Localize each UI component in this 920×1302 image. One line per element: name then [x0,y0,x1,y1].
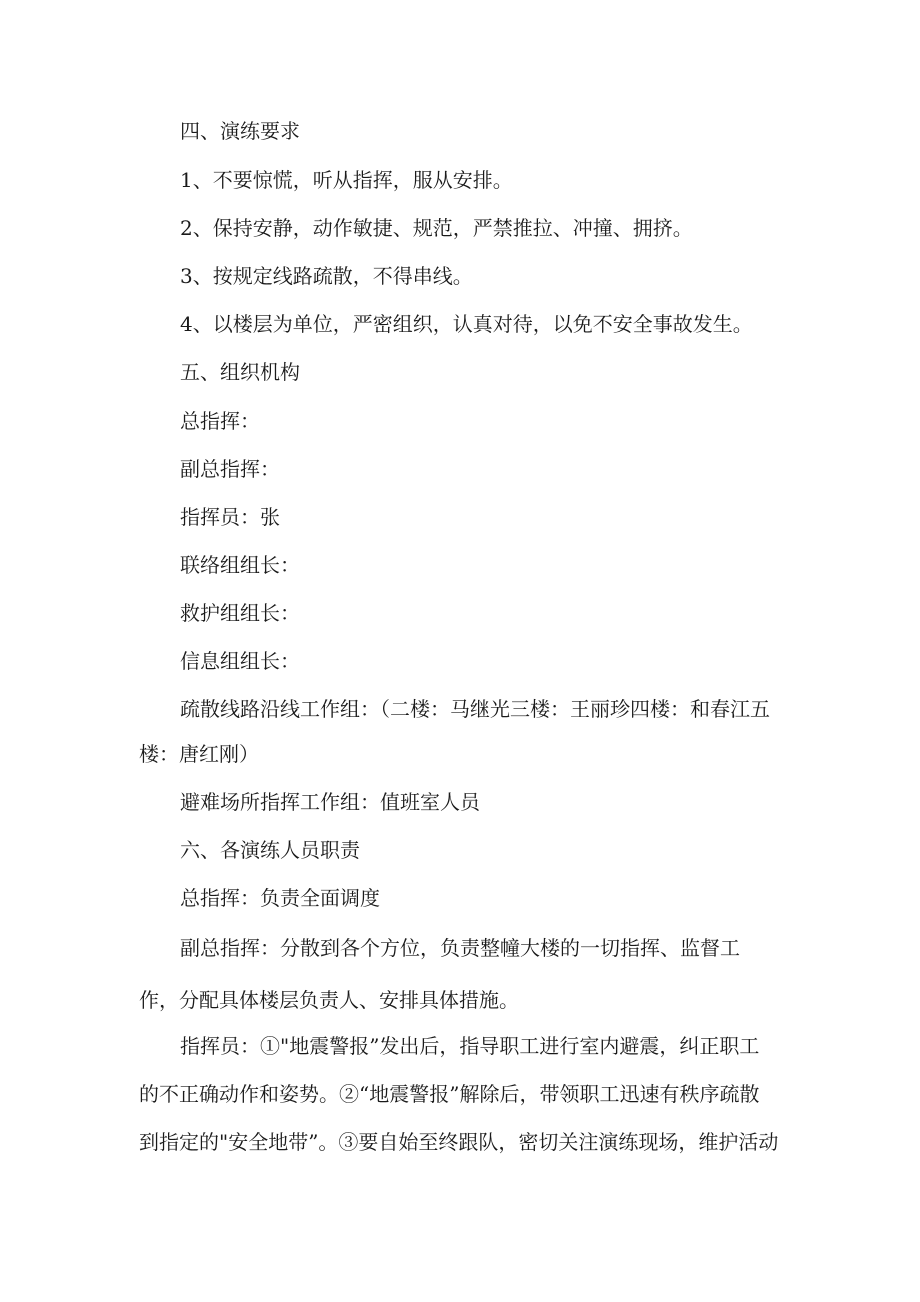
role-rescue-leader: 救护组组长： [180,601,300,625]
role-deputy-commander: 副总指挥： [180,457,280,481]
duty-commander: 指挥员：①"地震警报”发出后，指导职工进行室内避震，纠正职工 [180,1034,760,1058]
section-heading-duties: 六、各演练人员职责 [180,838,360,862]
role-commander: 指挥员：张 [180,505,280,529]
requirement-item-3: 3、按规定线路疏散，不得串线。 [180,264,473,288]
role-information-leader: 信息组组长： [180,649,300,673]
duty-deputy-commander-cont: 作，分配具体楼层负责人、安排具体措施。 [139,988,519,1012]
section-heading-organization: 五、组织机构 [180,360,300,384]
evacuation-route-team: 疏散线路沿线工作组：（二楼：马继光三楼：王丽珍四楼：和春江五 [180,697,770,721]
shelter-command-team: 避难场所指挥工作组：值班室人员 [180,790,480,814]
section-heading-drill-requirements: 四、演练要求 [180,119,300,143]
evacuation-route-team-cont: 楼：唐红刚） [139,742,259,766]
role-liaison-leader: 联络组组长： [180,553,300,577]
requirement-item-2: 2、保持安静，动作敏捷、规范，严禁推拉、冲撞、拥挤。 [180,216,693,240]
duty-commander-in-chief: 总指挥：负责全面调度 [180,886,380,910]
duty-commander-cont-1: 的不正确动作和姿势。②“地震警报”解除后，带领职工迅速有秩序疏散 [139,1082,760,1106]
requirement-item-4: 4、以楼层为单位，严密组织，认真对待，以免不安全事故发生。 [180,312,753,336]
role-commander-in-chief: 总指挥： [180,409,260,433]
duty-commander-cont-2: 到指定的"安全地带”。③要自始至终跟队，密切关注演练现场，维护活动 [139,1130,779,1154]
duty-deputy-commander: 副总指挥：分散到各个方位，负责整幢大楼的一切指挥、监督工 [180,936,740,960]
requirement-item-1: 1、不要惊慌，听从指挥，服从安排。 [180,168,513,192]
